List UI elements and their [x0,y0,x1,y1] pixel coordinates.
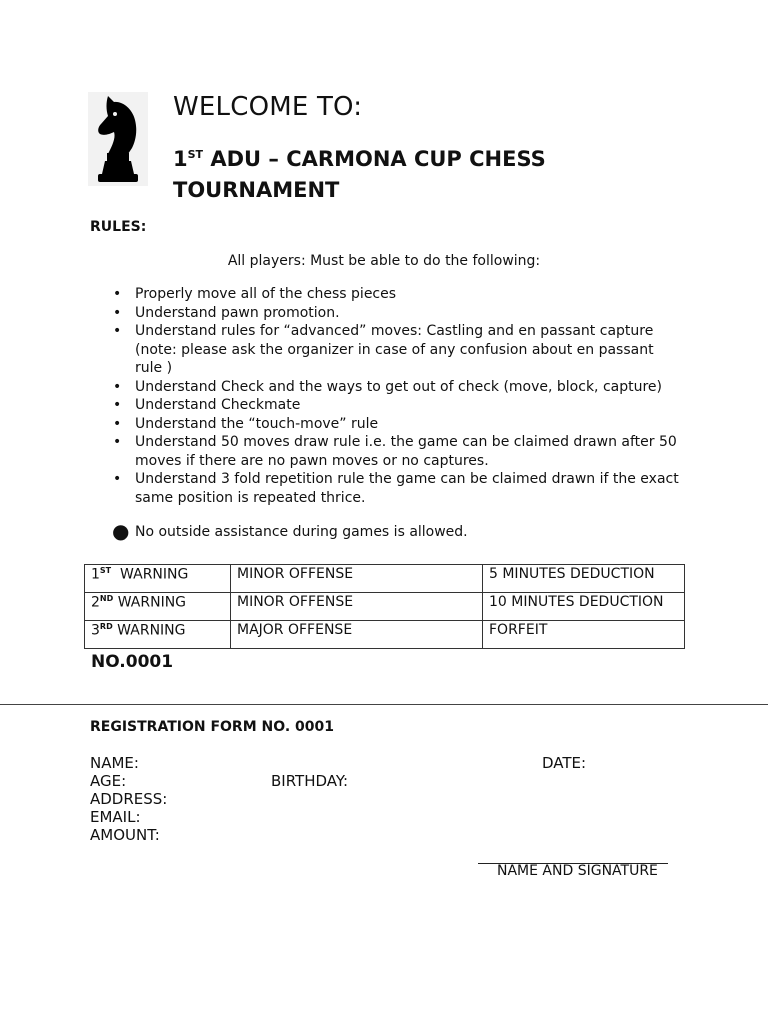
table-row [85,593,685,621]
list-item [112,304,682,323]
bullet-icon: ● [112,519,130,543]
warning-ordinal: RD [99,622,113,631]
tournament-title [173,144,653,206]
warning-number: 1 [91,566,100,583]
warning-ordinal: ST [99,566,112,575]
list-item [112,378,682,397]
list-item [112,433,682,470]
warning-cell [85,565,231,593]
email-field-label: EMAIL: [90,808,141,826]
bullet-icon: • [113,286,122,302]
warning-ordinal: ND [99,594,114,603]
warning-label: WARNING [111,566,189,583]
bullet-icon: • [113,304,122,321]
warning-label: WARNING [113,594,187,611]
rules-list [112,285,682,507]
title-number: 1 [173,147,188,171]
rule-text: Properly move all of the chess pieces [135,286,397,302]
rule-text: Understand pawn promotion. [135,304,340,321]
rule-text: Understand 50 moves draw rule i.e. the game can be claimed drawn after 50 moves if there are no pawn moves or no captures. [135,434,677,469]
table-row [85,621,685,649]
extra-rule [112,519,672,543]
title-superscript: ST [187,148,204,161]
rules-intro: All players: Must be able to do the following: [227,253,541,269]
bullet-icon: • [113,397,122,413]
ticket-number: NO.0001 [91,652,174,672]
offense-cell: MINOR OFFENSE [231,593,483,621]
list-item [112,470,682,507]
address-field-label: ADDRESS: [90,790,168,808]
bullet-icon: • [113,434,122,450]
age-field-label: AGE: [90,772,127,790]
cut-line-divider [0,704,768,705]
bullet-icon: • [113,323,122,339]
warning-cell [85,621,231,649]
offense-cell: MINOR OFFENSE [231,565,483,593]
warnings-table [84,564,685,649]
date-field-label: DATE: [542,754,587,772]
rule-text: Understand Checkmate [135,397,301,413]
warning-label: WARNING [112,622,186,639]
rules-label: RULES: [90,219,147,235]
rule-text: Understand the “touch-move” rule [135,415,379,432]
chess-knight-icon [88,92,148,186]
penalty-cell: 10 MINUTES DEDUCTION [483,593,685,621]
list-item [112,415,682,434]
warning-cell [85,593,231,621]
rule-text: Understand rules for “advanced” moves: Castling and en passant capture (note: please ask the organizer in case of any confusion about en passant rule ) [135,323,654,376]
list-item [112,285,682,304]
penalty-cell: 5 MINUTES DEDUCTION [483,565,685,593]
extra-rule-text: No outside assistance during games is allowed. [135,524,468,540]
rule-text: Understand 3 fold repetition rule the game can be claimed drawn if the exact same position is repeated thrice. [135,471,679,506]
warning-number: 3 [91,622,100,639]
warning-number: 2 [91,594,100,611]
offense-cell: MAJOR OFFENSE [231,621,483,649]
list-item [112,396,682,415]
name-field-label: NAME: [90,754,139,772]
welcome-heading: WELCOME TO: [173,92,363,122]
bullet-icon: • [113,415,122,432]
amount-field-label: AMOUNT: [90,826,160,844]
title-text: ADU – CARMONA CUP CHESS TOURNAMENT [173,147,546,202]
signature-label: NAME AND SIGNATURE [497,863,658,879]
birthday-field-label: BIRTHDAY: [271,772,349,790]
registration-title: REGISTRATION FORM NO. 0001 [90,719,334,735]
table-row [85,565,685,593]
bullet-icon: • [113,378,122,395]
penalty-cell: FORFEIT [483,621,685,649]
list-item [112,322,682,378]
rule-text: Understand Check and the ways to get out of check (move, block, capture) [135,378,663,395]
bullet-icon: • [113,471,122,487]
